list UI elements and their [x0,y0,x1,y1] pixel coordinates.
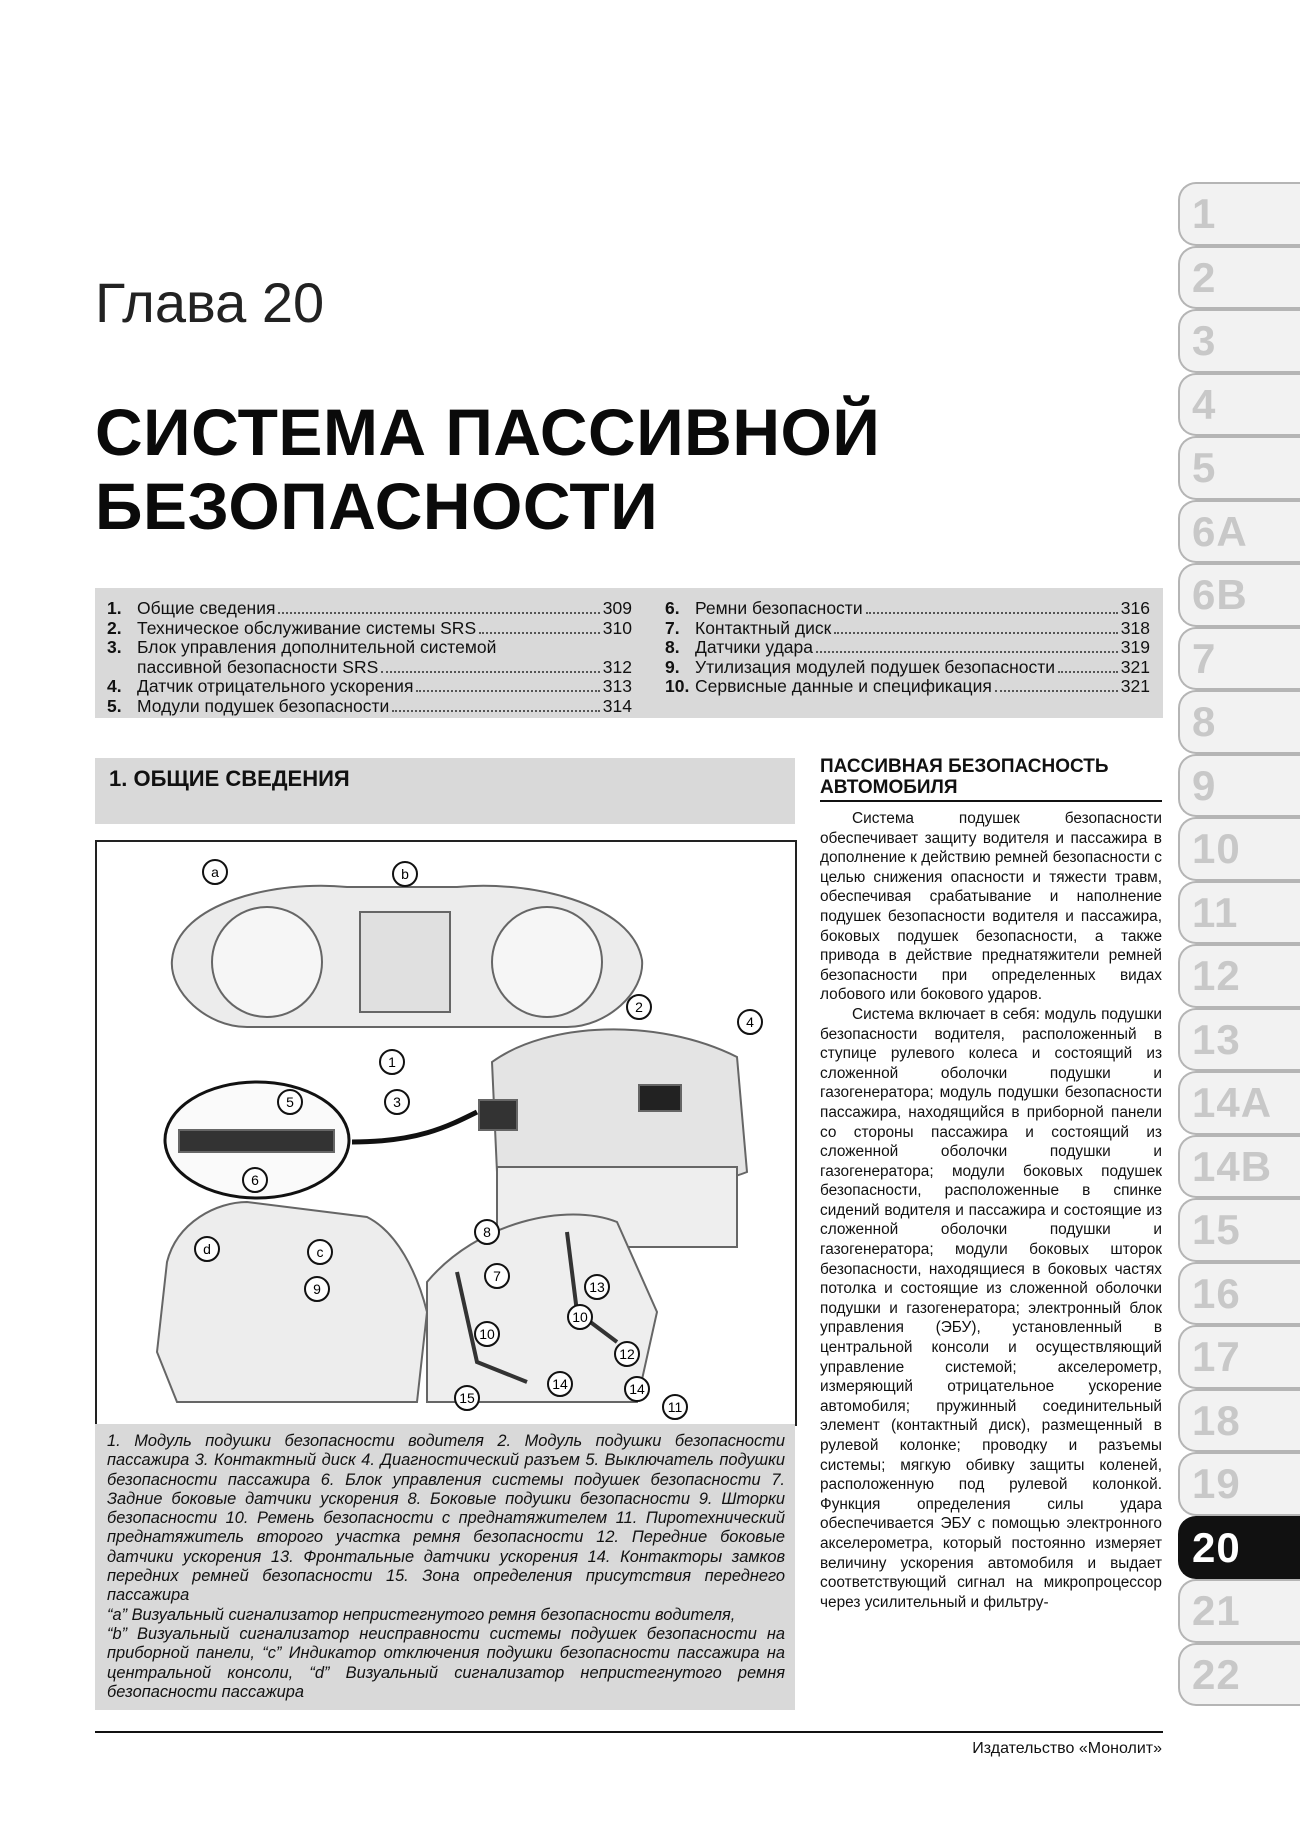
toc-label: Общие сведения [137,598,276,618]
callout-label: 6 [251,1172,259,1188]
chapter-tab-17[interactable] [1178,1325,1300,1389]
chapter-tab-15[interactable] [1178,1198,1300,1262]
caption-indicators-bcd: “b” Визуальный сигнализатор неисправности системы подушек безопасности на приборной панели, “c” Индикатор отключения подушки безопасности пассажира на центральной консоли, “d” Визуальный сигнализатор непристегнутого ремня безопасности пассажира [107,1624,785,1701]
callout-4 [738,1010,762,1034]
toc-item[interactable] [665,637,1150,658]
sidebar-heading: ПАССИВНАЯ БЕЗОПАСНОСТЬ АВТОМОБИЛЯ [820,756,1162,802]
toc-number: 1. [107,598,122,618]
toc-page: 310 [602,617,632,638]
chapter-tab-label: 18 [1192,1396,1241,1444]
airbag-module-2 [639,1085,681,1111]
callout-11 [663,1395,687,1419]
section-heading: 1. ОБЩИЕ СВЕДЕНИЯ [109,766,350,791]
airbag-module-1 [479,1100,517,1130]
toc-page: 319 [1120,637,1150,657]
toc-item[interactable] [107,618,632,639]
chapter-tab-label: 14B [1192,1142,1273,1190]
callout-5 [278,1090,302,1114]
chapter-tab-label: 10 [1192,825,1241,872]
chapter-tab-label: 11 [1192,888,1239,936]
chapter-tab-22[interactable] [1178,1643,1300,1707]
toc-label: Модули подушек безопасности [137,695,390,716]
title-line-1: СИСТЕМА ПАССИВНОЙ [95,395,881,469]
toc-leader [392,710,600,712]
chapter-tab-2[interactable] [1178,246,1300,310]
caption-legend: 1. Модуль подушки безопасности водителя 2. Модуль подушки безопасности пассажира 3. Контактный диск 4. Диагностический разъем 5. Выключатель подушки безопасности пассажира 6. Блок управления системы подушек безопасности 7. Задние боковые датчики ускорения 8. Боковые подушки безопасности 9. Шторки безопасности 10. Ремень безопасности с преднатяжителем 11. Пиротехнический преднатяжитель второго участка ремня безопасности 12. Передние боковые датчики ускорения 13. Фронтальные датчики ускорения 14. Контакторы замков передних ремней безопасности 15. Зона определения присутствия переднего пассажира [107,1432,785,1605]
chapter-tab-9[interactable] [1178,754,1300,818]
callout-label: b [401,866,409,882]
chapter-tab-20[interactable] [1178,1516,1300,1580]
switch-panel [179,1130,334,1152]
toc-item[interactable] [107,598,632,619]
callout-label: 8 [483,1224,491,1240]
toc-leader [1058,671,1118,673]
chapter-label: Глава 20 [95,271,325,334]
callout-label: 14 [629,1381,645,1397]
chapter-tab-label: 19 [1192,1460,1241,1507]
toc-item[interactable] [107,637,632,658]
toc-label: Контактный диск [695,617,832,638]
callout-3 [385,1090,409,1114]
callout-label: 5 [286,1094,294,1110]
toc-item[interactable] [665,676,1150,697]
chapter-tab-10[interactable] [1178,817,1300,881]
sidebar-body [820,809,1162,1612]
callout-10 [568,1305,592,1329]
callout-d [195,1237,219,1261]
callout-6 [243,1168,267,1192]
callout-label: 9 [313,1281,321,1297]
callout-label: 15 [459,1390,475,1406]
callout-8 [475,1220,499,1244]
toc-leader [479,632,600,634]
toc-page: 318 [1120,617,1150,638]
section-heading-bar [95,758,795,824]
callout-label: 12 [619,1346,635,1362]
callout-label: 11 [667,1399,683,1415]
chapter-tab-19[interactable] [1178,1452,1300,1516]
chapter-tab-12[interactable] [1178,944,1300,1008]
toc-number: 4. [107,676,122,696]
toc-leader [834,632,1118,634]
callout-label: 4 [746,1014,754,1030]
callout-label: c [316,1244,324,1260]
toc-number: 9. [665,656,680,677]
toc-page: 321 [1120,656,1150,677]
toc-page: 314 [602,695,632,716]
callout-12 [615,1342,639,1366]
chapter-tab-label: 6A [1192,507,1248,555]
chapter-tab-label: 16 [1192,1269,1241,1317]
callout-1 [380,1050,404,1074]
sidebar-paragraph-2: Система включает в себя: модуль подушки безопасности водителя, расположенный в ступице рулевого колеса и состоящий из сложенной оболочки подушки и газогенератора; модуль подушки безопасности пассажира, находящийся в приборной панели со стороны пассажира и состоящий из сложенной оболочки подушки и газогенератора; модули боковых подушек безопасности, расположенные в спинке сидений водителя и пассажира и состоящие из сложенной оболочки подушки и газогенератора; модули боковых шторок безопасности, находящиеся в боковых частях потолка и состоящие из сложенной оболочки подушки и газогенератора; электронный блок управления (ЭБУ), установленный в центральной консоли и осуществляющий управление системой; акселерометр, измеряющий отрицательное ускорение автомобиля; пружинный соединительный элемент (контактный диск), размещенный в рулевой колонке; проводку и разъемы системы; мягкую обивку защиты коленей, расположенную под рулевой колонкой. Функция определения силы удара обеспечивается ЭБУ с помощью электронного акселерометра, который постоянно измеряет величину ускорения автомобиля и выдает соответствующий сигнал на микропроцессор через усилительный и фильтру- [820,1005,1162,1611]
toc-item[interactable] [107,676,632,697]
chapter-tab-label: 17 [1192,1333,1241,1380]
chapter-tab-14a[interactable] [1178,1071,1300,1135]
chapter-tab-8[interactable] [1178,690,1300,754]
title-line-2: БЕЗОПАСНОСТИ [95,469,659,543]
toc-page: 312 [602,656,632,677]
chapter-tab-7[interactable] [1178,627,1300,691]
car-body [157,1202,427,1402]
callout-b [393,862,417,886]
chapter-tab-label: 4 [1192,380,1217,428]
chapter-tab-label: 1 [1192,190,1217,237]
toc-number: 7. [665,617,680,638]
chapter-tab-6b[interactable] [1178,563,1300,627]
toc-leader [381,671,600,673]
toc-page: 313 [602,676,632,696]
toc-label: Сервисные данные и спецификация [695,676,992,696]
toc-page: 316 [1120,598,1150,618]
toc-leader [416,690,599,692]
toc-page: 309 [602,598,632,618]
callout-label: a [211,864,219,880]
chapter-tab-label: 13 [1192,1015,1241,1063]
chapter-tab-13[interactable] [1178,1008,1300,1072]
center-display [360,912,450,1012]
chapter-tab-label: 5 [1192,444,1217,491]
chapter-tab-5[interactable] [1178,436,1300,500]
toc-label: Утилизация модулей подушек безопасности [695,656,1056,677]
speedometer [212,907,322,1017]
toc-label: Блок управления дополнительной системой [137,637,497,657]
callout-label: 10 [572,1309,588,1325]
toc-label: Датчики удара [695,637,813,657]
toc-item[interactable] [665,618,1150,639]
toc-number: 2. [107,617,122,638]
toc-leader [995,690,1118,692]
toc-label: пассивной безопасности SRS [137,656,379,677]
toc-label: Техническое обслуживание системы SRS [137,617,477,638]
callout-label: 3 [393,1094,401,1110]
toc-item[interactable] [665,598,1150,619]
footer-rule [95,1731,1163,1733]
callout-7 [485,1264,509,1288]
chapter-tab-label: 12 [1192,952,1241,999]
tachometer [492,907,602,1017]
toc-label: Ремни безопасности [695,598,863,618]
toc-leader [866,612,1118,614]
callout-2 [627,995,651,1019]
sidebar-paragraph-1: Система подушек безопасности обеспечивает защиту водителя и пассажира в дополнение к действию ремней безопасности с целью снижения опасности и тяжести травм, обеспечивая срабатывание и наполнение подушек безопасности водителя и пассажира, боковых подушек безопасности, а также привода в действие преднатяжители ремней безопасности при определенных видах лобового или бокового ударов. [820,810,1162,1004]
toc-number: 8. [665,637,680,657]
chapter-tab-label: 2 [1192,253,1217,301]
toc-number: 10. [665,676,690,696]
srs-diagram [97,842,795,1424]
figure-box [95,840,797,1426]
chapter-tab-11[interactable] [1178,881,1300,945]
toc-leader [278,612,599,614]
callout-c [308,1240,332,1264]
front-seats [427,1215,657,1403]
callout-label: 14 [552,1376,568,1392]
callout-15 [455,1386,479,1410]
toc-item[interactable] [107,657,632,678]
chapter-tab-16[interactable] [1178,1262,1300,1326]
chapter-tab-4[interactable] [1178,373,1300,437]
callout-14 [548,1372,572,1396]
chapter-tab-label: 7 [1192,634,1217,682]
callout-label: 1 [388,1054,396,1070]
callout-14 [625,1377,649,1401]
publisher-name: Издательство «Монолит» [972,1740,1162,1757]
toc-page: 321 [1120,676,1150,696]
chapter-tab-label: 6B [1192,571,1248,618]
toc-number: 6. [665,598,680,618]
toc-number: 5. [107,695,122,716]
chapter-tabs [1178,182,1300,1706]
chapter-tab-label: 3 [1192,317,1217,364]
zoom-arrow [352,1112,477,1142]
callout-9 [305,1277,329,1301]
chapter-tab-label: 9 [1192,761,1217,809]
chapter-tab-3[interactable] [1178,309,1300,373]
chapter-tab-label: 15 [1192,1206,1241,1253]
callout-label: d [203,1241,211,1257]
callout-13 [585,1275,609,1299]
toc-number: 3. [107,637,122,657]
chapter-tab-label: 8 [1192,698,1217,745]
callout-label: 10 [479,1326,495,1342]
toc-item[interactable] [107,696,632,717]
table-of-contents [95,588,1163,718]
toc-label: Датчик отрицательного ускорения [137,676,414,696]
chapter-tab-label: 22 [1192,1650,1241,1698]
chapter-tab-1[interactable] [1178,182,1300,246]
chapter-tab-label: 21 [1192,1587,1241,1634]
chapter-tab-21[interactable] [1178,1579,1300,1643]
callout-a [203,860,227,884]
callout-10 [475,1322,499,1346]
chapter-tab-label: 20 [1192,1523,1241,1571]
chapter-tab-18[interactable] [1178,1389,1300,1453]
toc-leader [816,651,1118,653]
chapter-tab-label: 14A [1192,1079,1273,1126]
callout-label: 13 [589,1279,605,1295]
chapter-tab-6a[interactable] [1178,500,1300,564]
figure-caption [95,1424,795,1710]
toc-item[interactable] [665,657,1150,678]
callout-label: 7 [493,1268,501,1284]
caption-indicator-a: “a” Визуальный сигнализатор непристегнутого ремня безопасности водителя, [107,1605,736,1624]
chapter-tab-14b[interactable] [1178,1135,1300,1199]
callout-label: 2 [635,999,643,1015]
page-title [95,395,880,543]
